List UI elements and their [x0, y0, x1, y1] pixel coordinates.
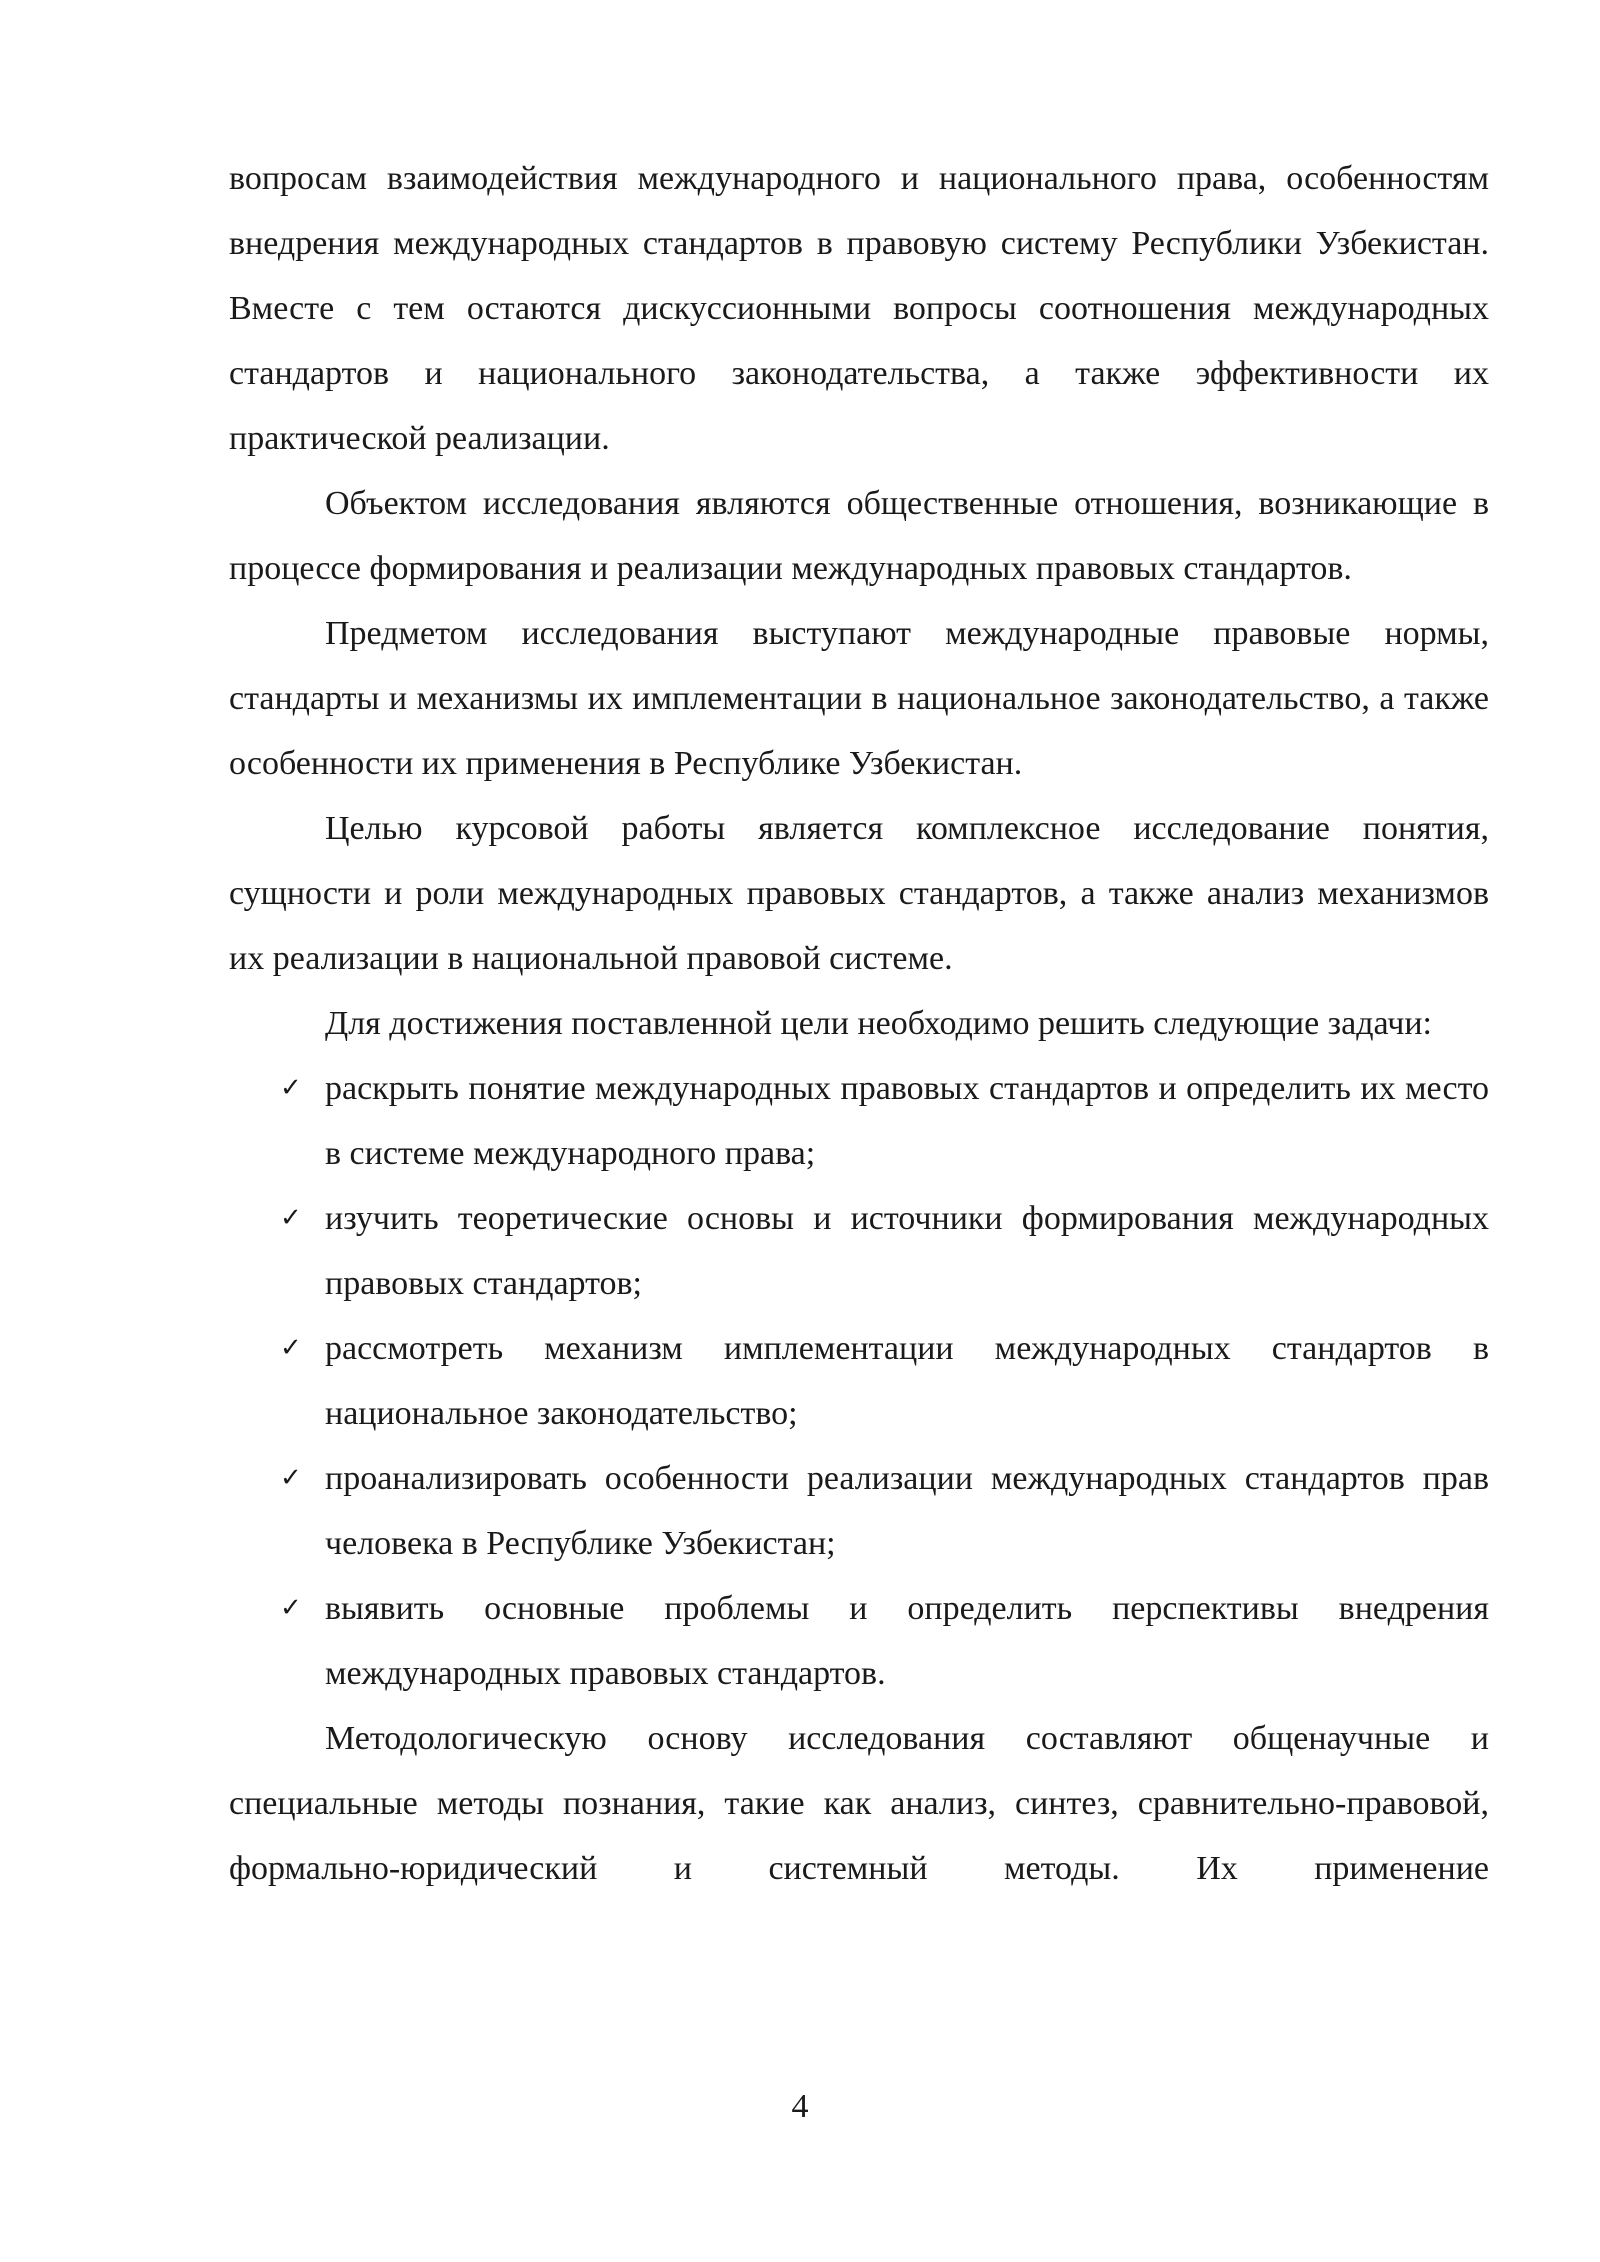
task-text: изучить теоретические основы и источники формирования международных правовых стандартов;	[325, 1200, 1489, 1302]
paragraph-methodology: Методологическую основу исследования составляют общенаучные и специальные методы познания, такие как анализ, синтез, сравнительно-правовой, формально-юридический и системный методы. Их применение	[229, 1720, 1489, 1887]
task-text: проанализировать особенности реализации международных стандартов прав человека в Республике Узбекистан;	[325, 1460, 1489, 1562]
page-number: 4	[791, 2088, 809, 2125]
checkmark-icon: ✓	[280, 1203, 302, 1233]
checkmark-icon: ✓	[280, 1333, 302, 1363]
paragraph-goal: Целью курсовой работы является комплексное исследование понятия, сущности и роли международных правовых стандартов, а также анализ механизмов их реализации в национальной правовой системе.	[229, 810, 1489, 977]
task-text: выявить основные проблемы и определить перспективы внедрения международных правовых стандартов.	[325, 1590, 1489, 1692]
task-list	[229, 1056, 1489, 1706]
list-item	[229, 1446, 1489, 1576]
paragraph-intro-continuation: вопросам взаимодействия международного и национального права, особенностям внедрения международных стандартов в правовую систему Республики Узбекистан. Вместе с тем остаются дискуссионными вопросы соотношения международных стандартов и национального законодательства, а также эффективности их практической реализации.	[229, 160, 1489, 457]
list-item	[229, 1186, 1489, 1316]
checkmark-icon: ✓	[280, 1463, 302, 1493]
list-item	[229, 1056, 1489, 1186]
paragraph-subject: Предметом исследования выступают международные правовые нормы, стандарты и механизмы их имплементации в национальное законодательство, а также особенности их применения в Республике Узбекистан.	[229, 615, 1489, 782]
list-item	[229, 1316, 1489, 1446]
task-text: раскрыть понятие международных правовых стандартов и определить их место в системе международного права;	[325, 1070, 1489, 1172]
checkmark-icon: ✓	[280, 1073, 302, 1103]
list-item	[229, 1576, 1489, 1706]
paragraph-object: Объектом исследования являются общественные отношения, возникающие в процессе формирования и реализации международных правовых стандартов.	[229, 485, 1489, 587]
paragraph-tasks-intro: Для достижения поставленной цели необходимо решить следующие задачи:	[325, 1005, 1432, 1042]
task-text: рассмотреть механизм имплементации международных стандартов в национальное законодательство;	[325, 1330, 1489, 1432]
body-text	[229, 146, 1489, 1901]
checkmark-icon: ✓	[280, 1593, 302, 1623]
